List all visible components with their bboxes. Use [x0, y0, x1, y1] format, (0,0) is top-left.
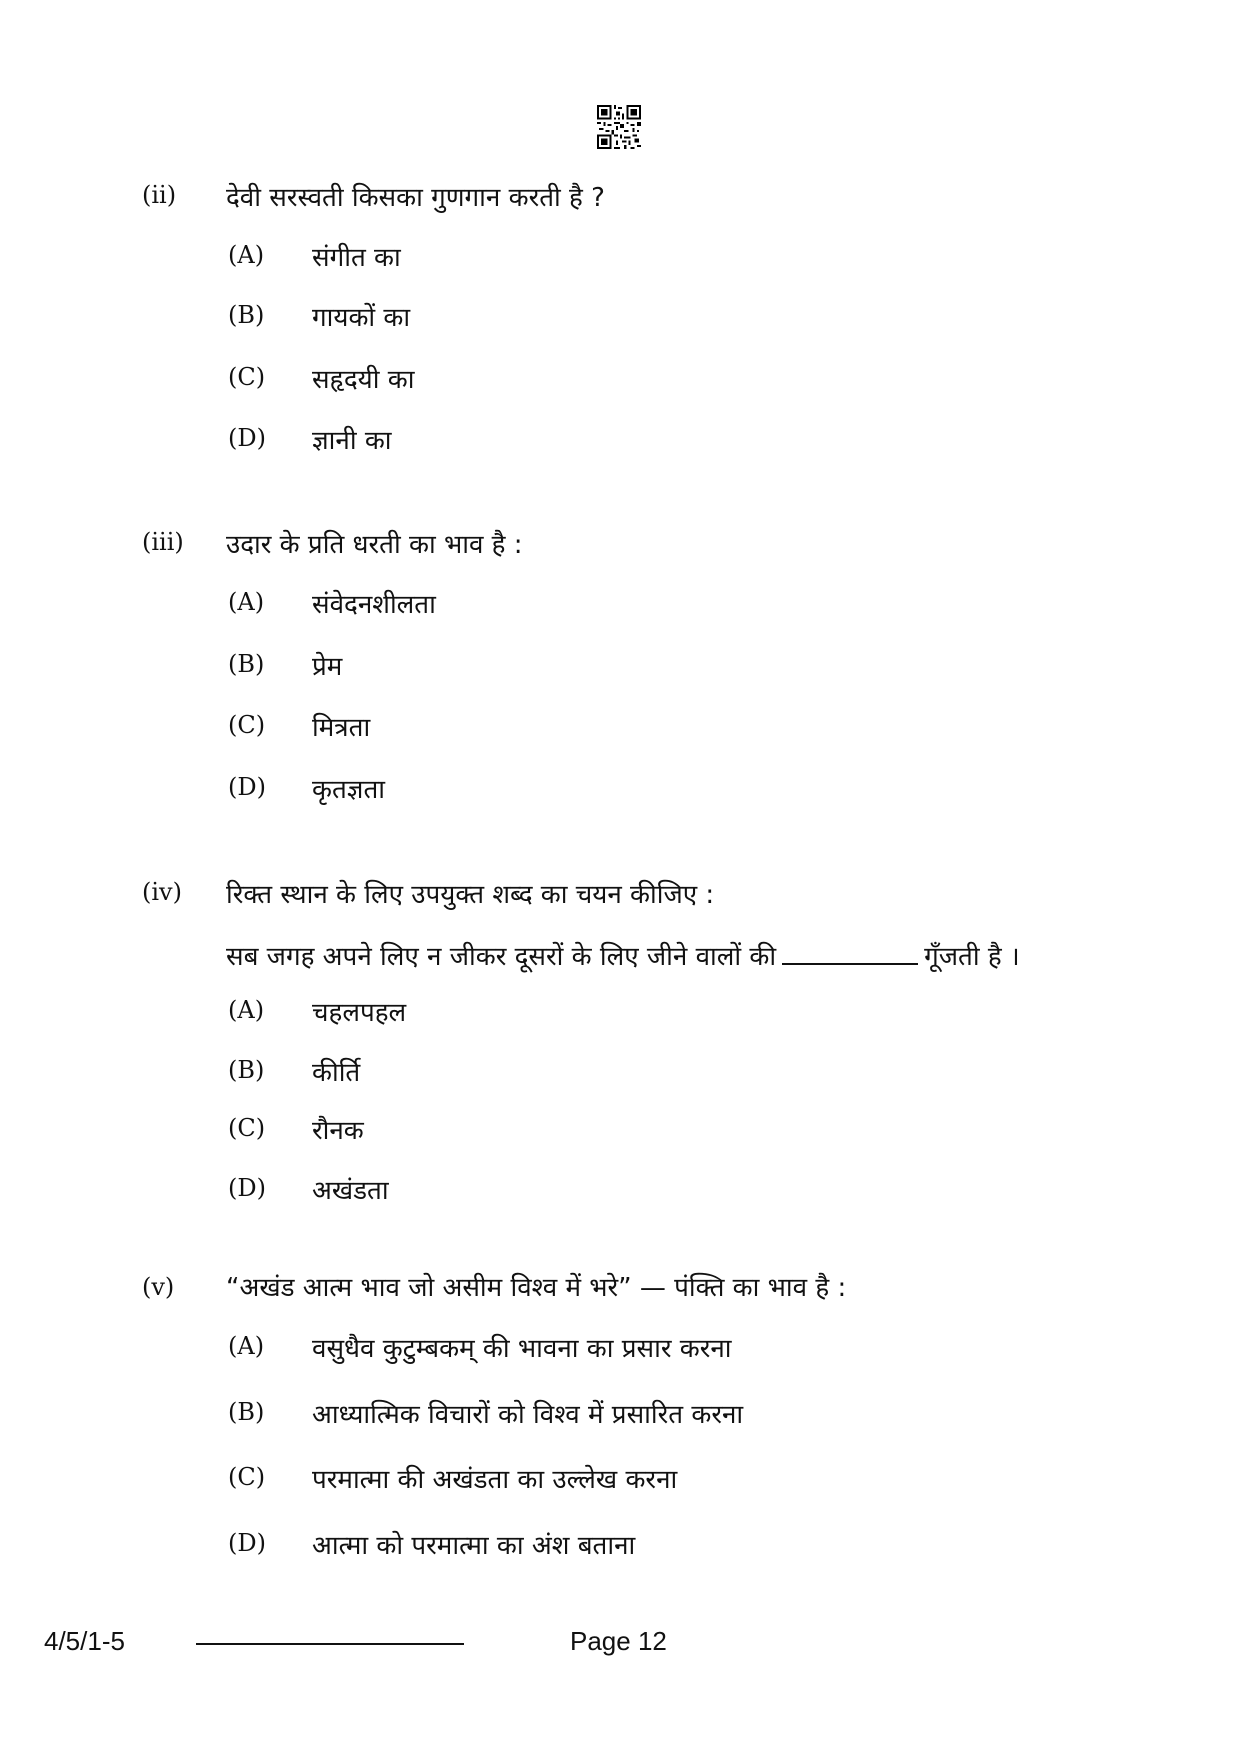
option-text: सहृदयी का [312, 365, 415, 395]
option-label: (B) [228, 1056, 265, 1084]
qr-code [597, 105, 641, 149]
option-label: (A) [228, 588, 265, 616]
option-label: (D) [228, 1174, 266, 1202]
option-label: (D) [228, 424, 266, 452]
option-label: (A) [228, 1332, 265, 1360]
option-text: चहलपहल [312, 998, 407, 1028]
option-text: आत्मा को परमात्मा का अंश बताना [312, 1531, 636, 1561]
question-text: देवी सरस्वती किसका गुणगान करती है ? [226, 183, 605, 213]
question-text: “अखंड आत्म भाव जो असीम विश्व में भरे” — पंक्ति का भाव है : [226, 1273, 847, 1303]
footer-divider [196, 1643, 464, 1645]
question-text: उदार के प्रति धरती का भाव है : [226, 530, 523, 560]
option-text: संगीत का [312, 243, 401, 273]
option-text: रौनक [312, 1116, 364, 1146]
page-number: Page 12 [570, 1626, 667, 1656]
fill-in-sentence [226, 937, 1020, 973]
question-number: (iii) [142, 528, 184, 556]
option-label: (C) [228, 363, 266, 391]
option-label: (C) [228, 711, 266, 739]
option-text: कृतज्ञता [312, 775, 386, 805]
option-text: मित्रता [312, 713, 371, 743]
option-text: गायकों का [312, 303, 411, 333]
option-text: वसुधैव कुटुम्बकम् की भावना का प्रसार करना [312, 1334, 732, 1364]
option-text: प्रेम [312, 652, 343, 682]
option-label: (A) [228, 241, 265, 269]
option-text: अखंडता [312, 1176, 389, 1206]
option-text: संवेदनशीलता [312, 590, 436, 620]
option-text: कीर्ति [312, 1058, 361, 1088]
question-number: (ii) [142, 181, 177, 209]
sentence-before: सब जगह अपने लिए न जीकर दूसरों के लिए जीने वालों की [226, 942, 777, 972]
option-label: (B) [228, 650, 265, 678]
sentence-after: गूँजती है । [924, 942, 1020, 972]
option-text: ज्ञानी का [312, 426, 392, 456]
option-label: (B) [228, 1398, 265, 1426]
option-label: (D) [228, 773, 266, 801]
option-label: (C) [228, 1114, 266, 1142]
option-label: (A) [228, 996, 265, 1024]
paper-code: 4/5/1-5 [44, 1626, 125, 1656]
question-number: (iv) [142, 878, 182, 906]
option-label: (D) [228, 1529, 266, 1557]
option-label: (B) [228, 301, 265, 329]
option-text: परमात्मा की अखंडता का उल्लेख करना [312, 1465, 678, 1495]
option-text: आध्यात्मिक विचारों को विश्व में प्रसारित करना [312, 1400, 744, 1430]
blank-line [782, 943, 918, 965]
question-number: (v) [142, 1273, 175, 1301]
question-text: रिक्त स्थान के लिए उपयुक्त शब्द का चयन कीजिए : [226, 880, 715, 910]
option-label: (C) [228, 1463, 266, 1491]
